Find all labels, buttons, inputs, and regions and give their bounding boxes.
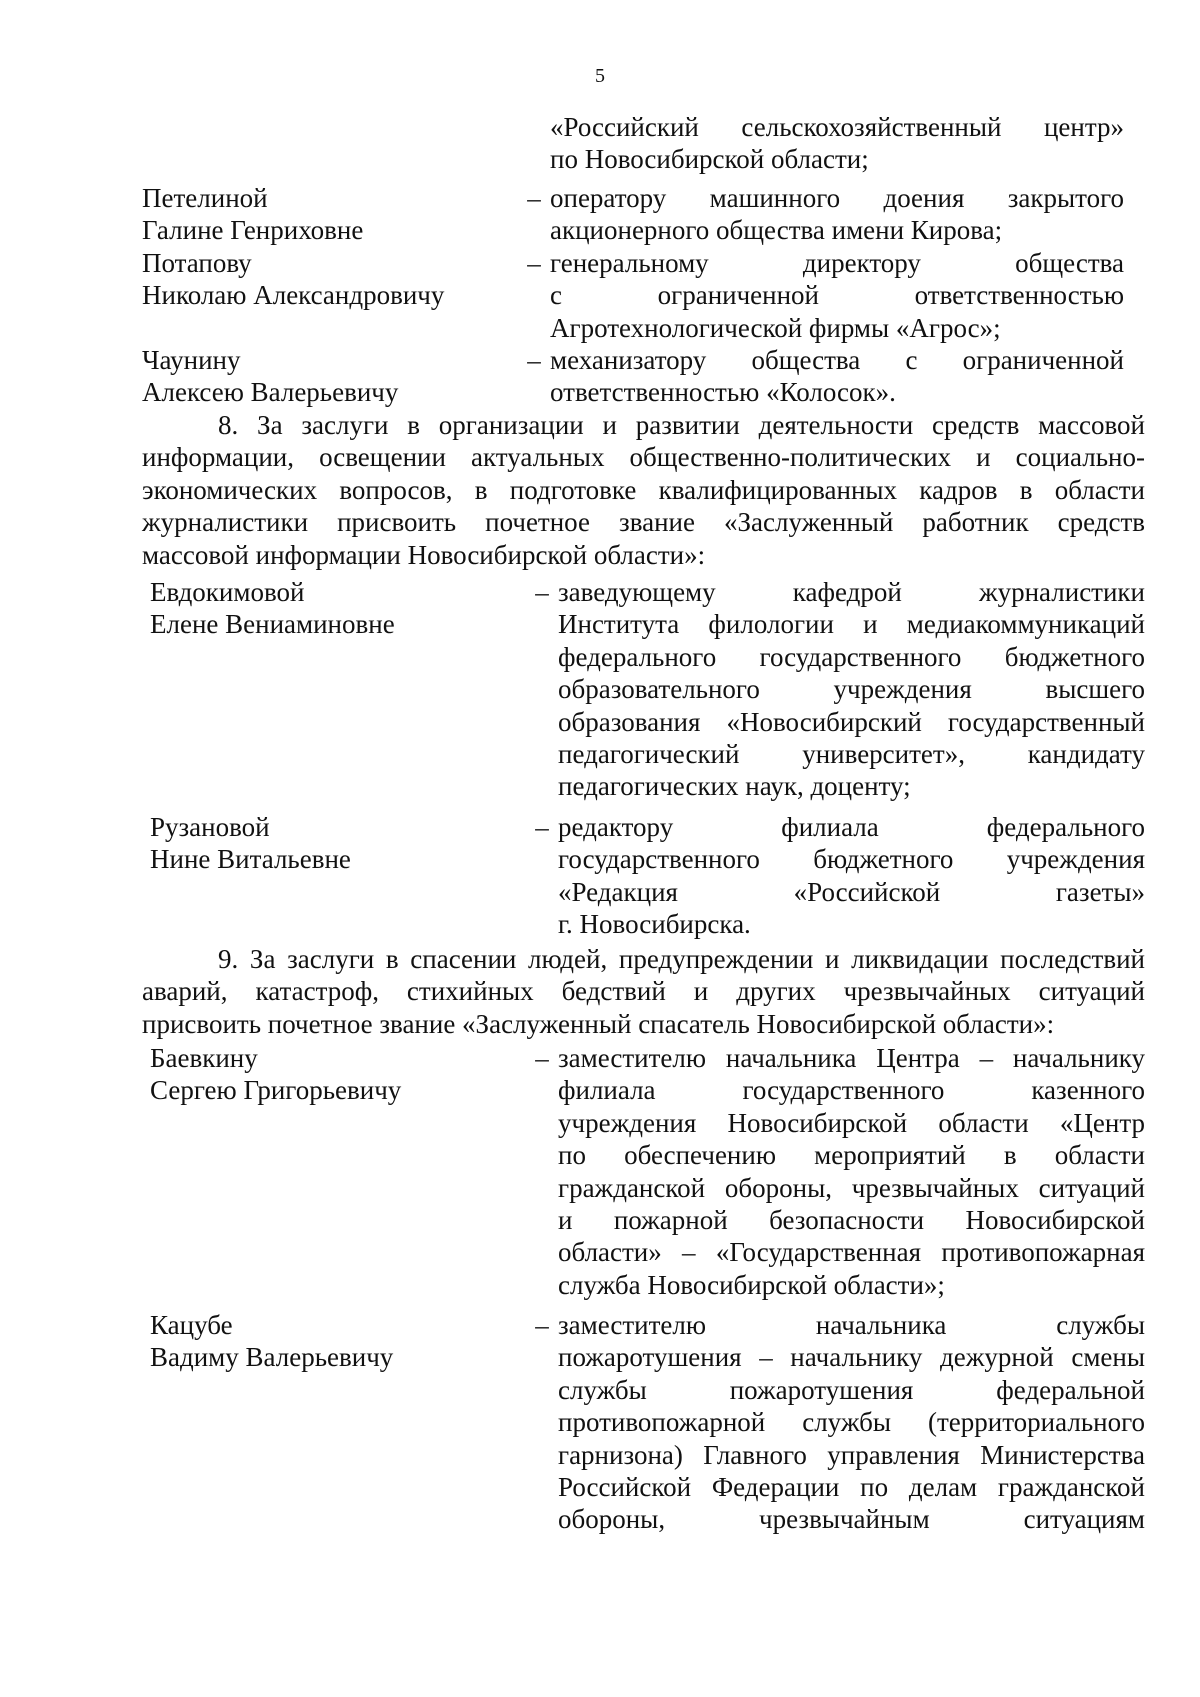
- entry-dash: –: [535, 812, 549, 842]
- entry-dash: –: [527, 345, 541, 375]
- recipient-surname: Евдокимовой: [150, 577, 305, 607]
- recipient-position: [550, 344, 1124, 409]
- position-line: Института филологии и медиакоммуникаций: [558, 609, 1145, 640]
- recipient-given-name: Вадиму Валерьевичу: [150, 1342, 394, 1373]
- position-line: заведующему кафедрой журналистики: [558, 577, 1145, 607]
- entry-dash: –: [535, 577, 549, 607]
- recipient-given-name: Елене Вениаминовне: [150, 609, 395, 640]
- position-line: заместителю начальника службы: [558, 1310, 1145, 1340]
- recipient-surname: Рузановой: [150, 812, 270, 842]
- position-line: образования «Новосибирский государственный: [558, 706, 1145, 737]
- entry-dash: –: [535, 1043, 549, 1073]
- position-line: акционерного общества имени Кирова;: [550, 215, 1003, 246]
- continuation-line: по Новосибирской области;: [550, 144, 869, 175]
- continuation-text: [550, 111, 1124, 176]
- position-line: службы пожаротушения федеральной: [558, 1374, 1145, 1405]
- position-line: гарнизона) Главного управления Министерства: [558, 1439, 1145, 1470]
- recipient-surname: Чаунину: [142, 345, 241, 375]
- paragraph-line: аварий, катастроф, стихийных бедствий и других чрезвычайных ситуаций: [142, 976, 1145, 1007]
- recipient-given-name: Галине Генриховне: [142, 215, 364, 246]
- paragraph-line: массовой информации Новосибирской области»:: [142, 539, 706, 570]
- position-line: государственного бюджетного учреждения: [558, 844, 1145, 875]
- entry-dash: –: [527, 248, 541, 278]
- position-line: обороны, чрезвычайным ситуациям: [558, 1504, 1145, 1535]
- recipient-surname: Петелиной: [142, 183, 268, 213]
- paragraph-9: [142, 943, 1145, 1040]
- position-line: служба Новосибирской области»;: [558, 1269, 945, 1300]
- recipient-name: [142, 247, 444, 312]
- position-line: по обеспечению мероприятий в области: [558, 1140, 1145, 1171]
- recipient-given-name: Николаю Александровичу: [142, 280, 445, 311]
- position-line: заместителю начальника Центра – начальнику: [558, 1043, 1145, 1073]
- recipient-given-name: Алексею Валерьевичу: [142, 377, 399, 408]
- position-line: Российской Федерации по делам гражданской: [558, 1472, 1145, 1503]
- recipient-name: [142, 344, 398, 409]
- entry-dash: –: [535, 1310, 549, 1340]
- recipient-position: [558, 1309, 1145, 1536]
- position-line: Агротехнологической фирмы «Агрос»;: [550, 312, 1001, 343]
- recipient-position: [558, 1042, 1145, 1301]
- position-line: федерального государственного бюджетного: [558, 641, 1145, 672]
- position-line: г. Новосибирска.: [558, 909, 751, 940]
- position-line: с ограниченной ответственностью: [550, 280, 1124, 311]
- position-line: оператору машинного доения закрытого: [550, 183, 1124, 213]
- position-line: «Редакция «Российской газеты»: [558, 876, 1145, 907]
- paragraph-line: журналистики присвоить почетное звание «Заслуженный работник средств: [142, 507, 1145, 538]
- recipient-name: [150, 811, 351, 876]
- paragraph-line: 8. За заслуги в организации и развитии деятельности средств массовой: [218, 410, 1145, 440]
- position-line: ответственностью «Колосок».: [550, 377, 896, 408]
- position-line: и пожарной безопасности Новосибирской: [558, 1205, 1145, 1236]
- recipient-position: [550, 182, 1124, 247]
- recipient-position: [550, 247, 1124, 344]
- paragraph-line: 9. За заслуги в спасении людей, предупреждении и ликвидации последствий: [218, 944, 1145, 974]
- recipient-name: [150, 1042, 401, 1107]
- position-line: педагогических наук, доценту;: [558, 771, 911, 802]
- paragraph-8: [142, 409, 1145, 571]
- recipient-name: [150, 1309, 393, 1374]
- position-line: образовательного учреждения высшего: [558, 674, 1145, 705]
- paragraph-line: присвоить почетное звание «Заслуженный спасатель Новосибирской области»:: [142, 1008, 1055, 1039]
- position-line: педагогический университет», кандидату: [558, 739, 1145, 770]
- recipient-given-name: Нине Витальевне: [150, 844, 351, 875]
- recipient-surname: Баевкину: [150, 1043, 258, 1073]
- recipient-name: [142, 182, 363, 247]
- recipient-position: [558, 576, 1145, 803]
- position-line: генеральному директору общества: [550, 248, 1124, 278]
- position-line: противопожарной службы (территориального: [558, 1407, 1145, 1438]
- position-line: учреждения Новосибирской области «Центр: [558, 1107, 1145, 1138]
- position-line: гражданской обороны, чрезвычайных ситуаций: [558, 1172, 1145, 1203]
- recipient-surname: Кацубе: [150, 1310, 233, 1340]
- position-line: области» – «Государственная противопожарная: [558, 1237, 1145, 1268]
- paragraph-line: информации, освещении актуальных общественно-политических и социально-: [142, 442, 1145, 473]
- recipient-position: [558, 811, 1145, 941]
- entry-dash: –: [527, 183, 541, 213]
- recipient-name: [150, 576, 395, 641]
- position-line: механизатору общества с ограниченной: [550, 345, 1124, 375]
- paragraph-line: экономических вопросов, в подготовке квалифицированных кадров в области: [142, 474, 1145, 505]
- recipient-given-name: Сергею Григорьевичу: [150, 1075, 402, 1106]
- page-number: 5: [595, 65, 605, 87]
- position-line: пожаротушения – начальнику дежурной смены: [558, 1342, 1145, 1373]
- continuation-line: «Российский сельскохозяйственный центр»: [550, 112, 1124, 142]
- position-line: редактору филиала федерального: [558, 812, 1145, 842]
- recipient-surname: Потапову: [142, 248, 252, 278]
- position-line: филиала государственного казенного: [558, 1075, 1145, 1106]
